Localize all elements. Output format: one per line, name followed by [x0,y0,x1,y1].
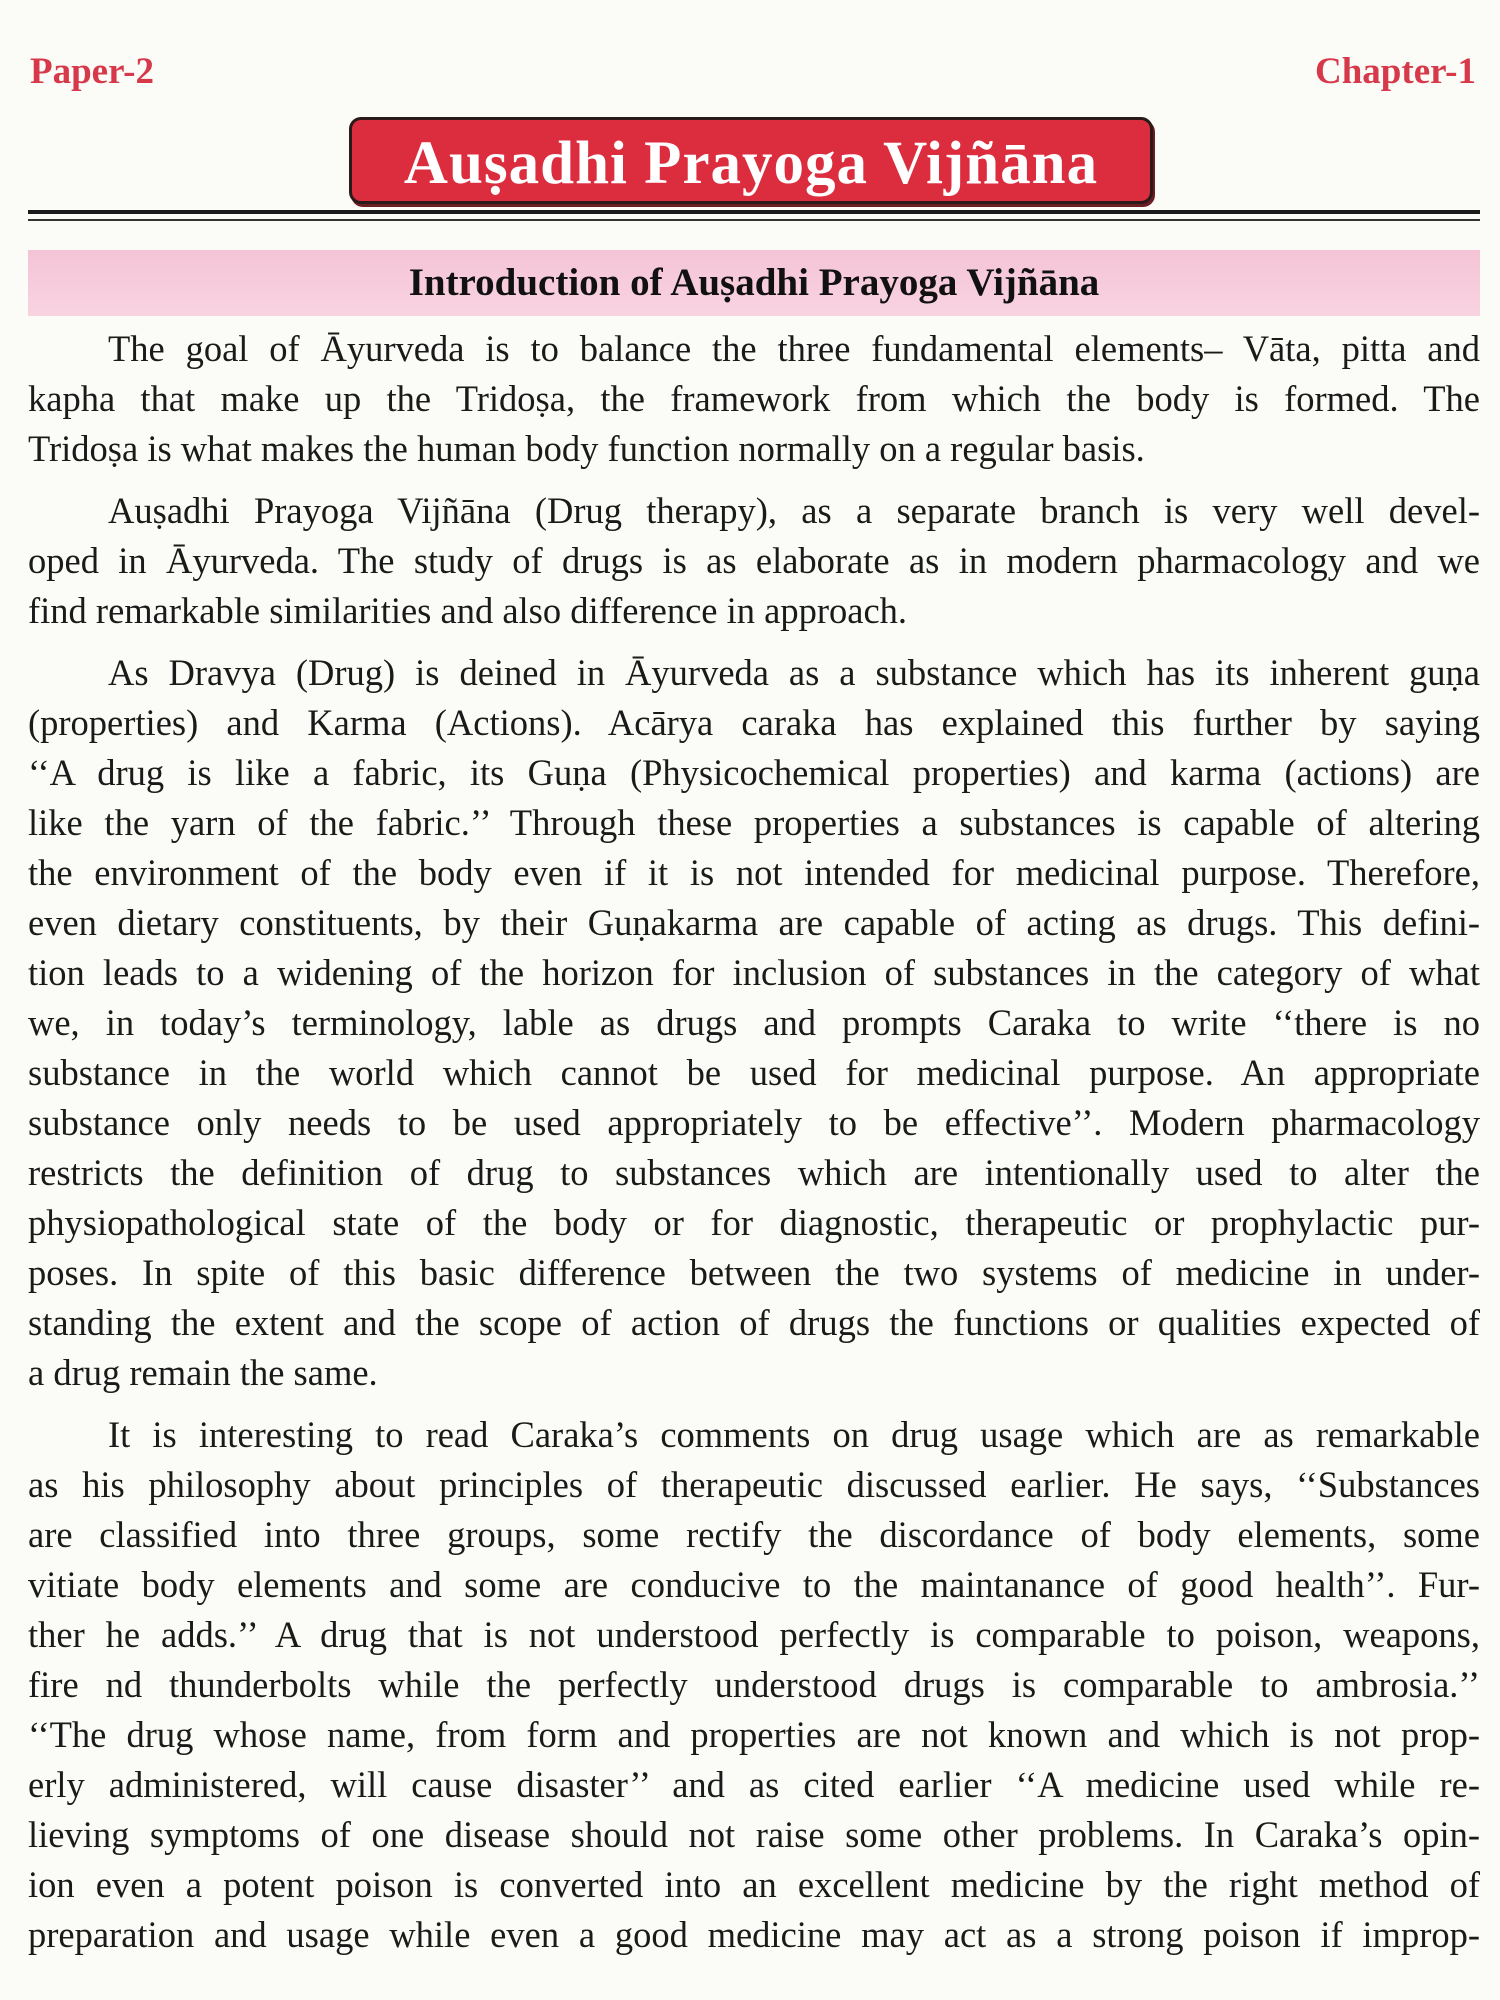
chapter-title: Auṣadhi Prayoga Vijñāna [349,117,1153,204]
text-line: we, in today’s terminology, lable as drugs and prompts Caraka to write ‘‘there is no [28,1002,1480,1043]
section-heading: Introduction of Auṣadhi Prayoga Vijñāna [408,261,1100,304]
body-text [28,324,1480,1960]
text-line: ion even a potent poison is converted into an excellent medicine by the right method of [28,1864,1480,1905]
text-line: The goal of Āyurveda is to balance the three fundamental elements– Vāta, pitta and [108,328,1480,369]
text-line: ‘‘The drug whose name, from form and properties are not known and which is not prop- [28,1714,1480,1755]
text-line: ther he adds.’’ A drug that is not understood perfectly is comparable to poison, weapons, [28,1614,1480,1655]
text-line: like the yarn of the fabric.’’ Through these properties a substances is capable of altering [28,802,1480,843]
text-line: fire nd thunderbolts while the perfectly understood drugs is comparable to ambrosia.’’ [28,1664,1480,1705]
text-line: preparation and usage while even a good medicine may act as a strong poison if improp- [28,1914,1480,1955]
text-line: are classified into three groups, some rectify the discordance of body elements, some [28,1514,1480,1555]
paper-label: Paper-2 [30,51,154,92]
text-line: It is interesting to read Caraka’s comments on drug usage which are as remarkable [108,1414,1480,1455]
text-line: kapha that make up the Tridoṣa, the framework from which the body is formed. The [28,378,1480,419]
text-line: as his philosophy about principles of therapeutic discussed earlier. He says, ‘‘Substances [28,1464,1480,1505]
chapter-label: Chapter-1 [1315,51,1476,92]
text-line: lieving symptoms of one disease should not raise some other problems. In Caraka’s opin- [28,1814,1480,1855]
title-divider-thin [28,219,1480,221]
text-line: Tridoṣa is what makes the human body function normally on a regular basis. [28,428,1145,469]
text-line: find remarkable similarities and also difference in approach. [28,590,908,631]
text-line: poses. In spite of this basic difference between the two systems of medicine in under- [28,1252,1480,1293]
title-divider [28,210,1480,214]
text-line: substance in the world which cannot be used for medicinal purpose. An appropriate [28,1052,1480,1093]
text-line: As Dravya (Drug) is deined in Āyurveda as a substance which has its inherent guṇa [108,652,1480,693]
text-line: ‘‘A drug is like a fabric, its Guṇa (Physicochemical properties) and karma (actions) are [28,752,1480,793]
text-line: erly administered, will cause disaster’’ and as cited earlier ‘‘A medicine used while re- [28,1764,1480,1805]
text-line: the environment of the body even if it is not intended for medicinal purpose. Therefore, [28,852,1480,893]
text-line: substance only needs to be used appropriately to be effective’’. Modern pharmacology [28,1102,1480,1143]
text-line: oped in Āyurveda. The study of drugs is as elaborate as in modern pharmacology and we [28,540,1480,581]
text-line: restricts the definition of drug to substances which are intentionally used to alter the [28,1152,1480,1193]
text-line: standing the extent and the scope of action of drugs the functions or qualities expected of [28,1302,1480,1343]
text-line: even dietary constituents, by their Guṇakarma are capable of acting as drugs. This defini- [28,902,1480,943]
text-line: a drug remain the same. [28,1352,378,1393]
text-line: vitiate body elements and some are conducive to the maintanance of good health’’. Fur- [28,1564,1480,1605]
text-line: physiopathological state of the body or for diagnostic, therapeutic or prophylactic pur- [28,1202,1480,1243]
text-line: tion leads to a widening of the horizon for inclusion of substances in the category of what [28,952,1480,993]
text-line: (properties) and Karma (Actions). Acārya caraka has explained this further by saying [28,702,1480,743]
text-line: Auṣadhi Prayoga Vijñāna (Drug therapy), as a separate branch is very well devel- [108,490,1480,531]
